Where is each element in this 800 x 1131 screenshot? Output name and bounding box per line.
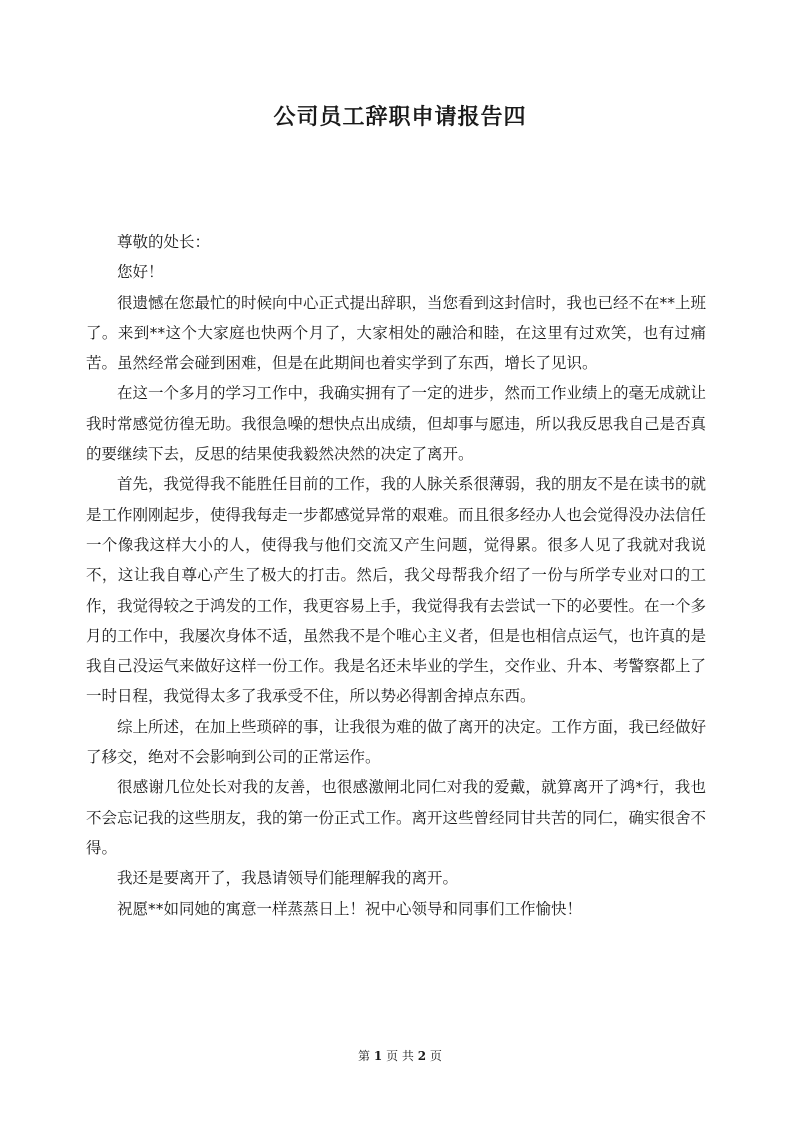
paragraph-7: 祝愿**如同她的寓意一样蒸蒸日上！祝中心领导和同事们工作愉快！ xyxy=(117,899,583,918)
paragraph-4: 综上所述，在加上些琐碎的事，让我很为难的做了离开的决定。工作方面，我已经做好了移交，绝对不会影响到公司的正常运作。 xyxy=(86,717,707,767)
paragraph-3: 首先，我觉得我不能胜任目前的工作，我的人脉关系很薄弱，我的朋友不是在读书的就是工作刚刚起步，使得我每走一步都感觉异常的艰难。而且很多经办人也会觉得没办法信任一个像我这样大小的人，使得我与他们交流又产生问题，觉得累。很多人见了我就对我说不，这让我自尊心产生了极大的打击。然后，我父母帮我介绍了一份与所学专业对口的工作，我觉得较之于鸿发的工作，我更容易上手，我觉得我有去尝试一下的必要性。在一个多月的工作中，我屡次身体不适，虽然我不是个唯心主义者，但是也相信点运气，也许真的是我自己没运气来做好这样一份工作。我是名还未毕业的学生，交作业、升本、考警察都上了一时日程，我觉得太多了我承受不住，所以势必得割舍掉点东西。 xyxy=(86,475,707,706)
paragraph-2: 在这一个多月的学习工作中，我确实拥有了一定的进步，然而工作业绩上的毫无成就让我时常感觉彷徨无助。我很急噪的想快点出成绩，但却事与愿违，所以我反思我自己是否真的要继续下去，反思的结果使我毅然决然的决定了离开。 xyxy=(86,384,707,464)
footer-current-page: 1 xyxy=(373,1049,383,1063)
paragraph-5: 很感谢几位处长对我的友善，也很感激闸北同仁对我的爱戴，就算离开了鸿*行，我也不会忘记我的这些朋友，我的第一份正式工作。离开这些曾经同甘共苦的同仁，确实很舍不得。 xyxy=(86,778,707,857)
footer-total-pages: 2 xyxy=(417,1049,427,1063)
page-footer xyxy=(0,1047,800,1065)
footer-suffix: 页 xyxy=(429,1049,442,1063)
paragraph-1: 很遗憾在您最忙的时候向中心正式提出辞职，当您看到这封信时，我也已经不在**上班了。来到**这个大家庭也快两个月了，大家相处的融洽和睦，在这里有过欢笑，也有过痛苦。虽然经常会碰到困难，但是在此期间也着实学到了东西，增长了见识。 xyxy=(86,293,707,373)
salutation: 尊敬的处长： xyxy=(117,233,211,251)
paragraph-6: 我还是要离开了，我恳请领导们能理解我的离开。 xyxy=(117,869,459,888)
footer-middle: 页 共 xyxy=(386,1049,414,1063)
footer-prefix: 第 xyxy=(358,1049,371,1063)
document-title: 公司员工辞职申请报告四 xyxy=(273,105,527,130)
letter-body xyxy=(86,227,706,924)
greeting: 您好！ xyxy=(117,263,164,282)
